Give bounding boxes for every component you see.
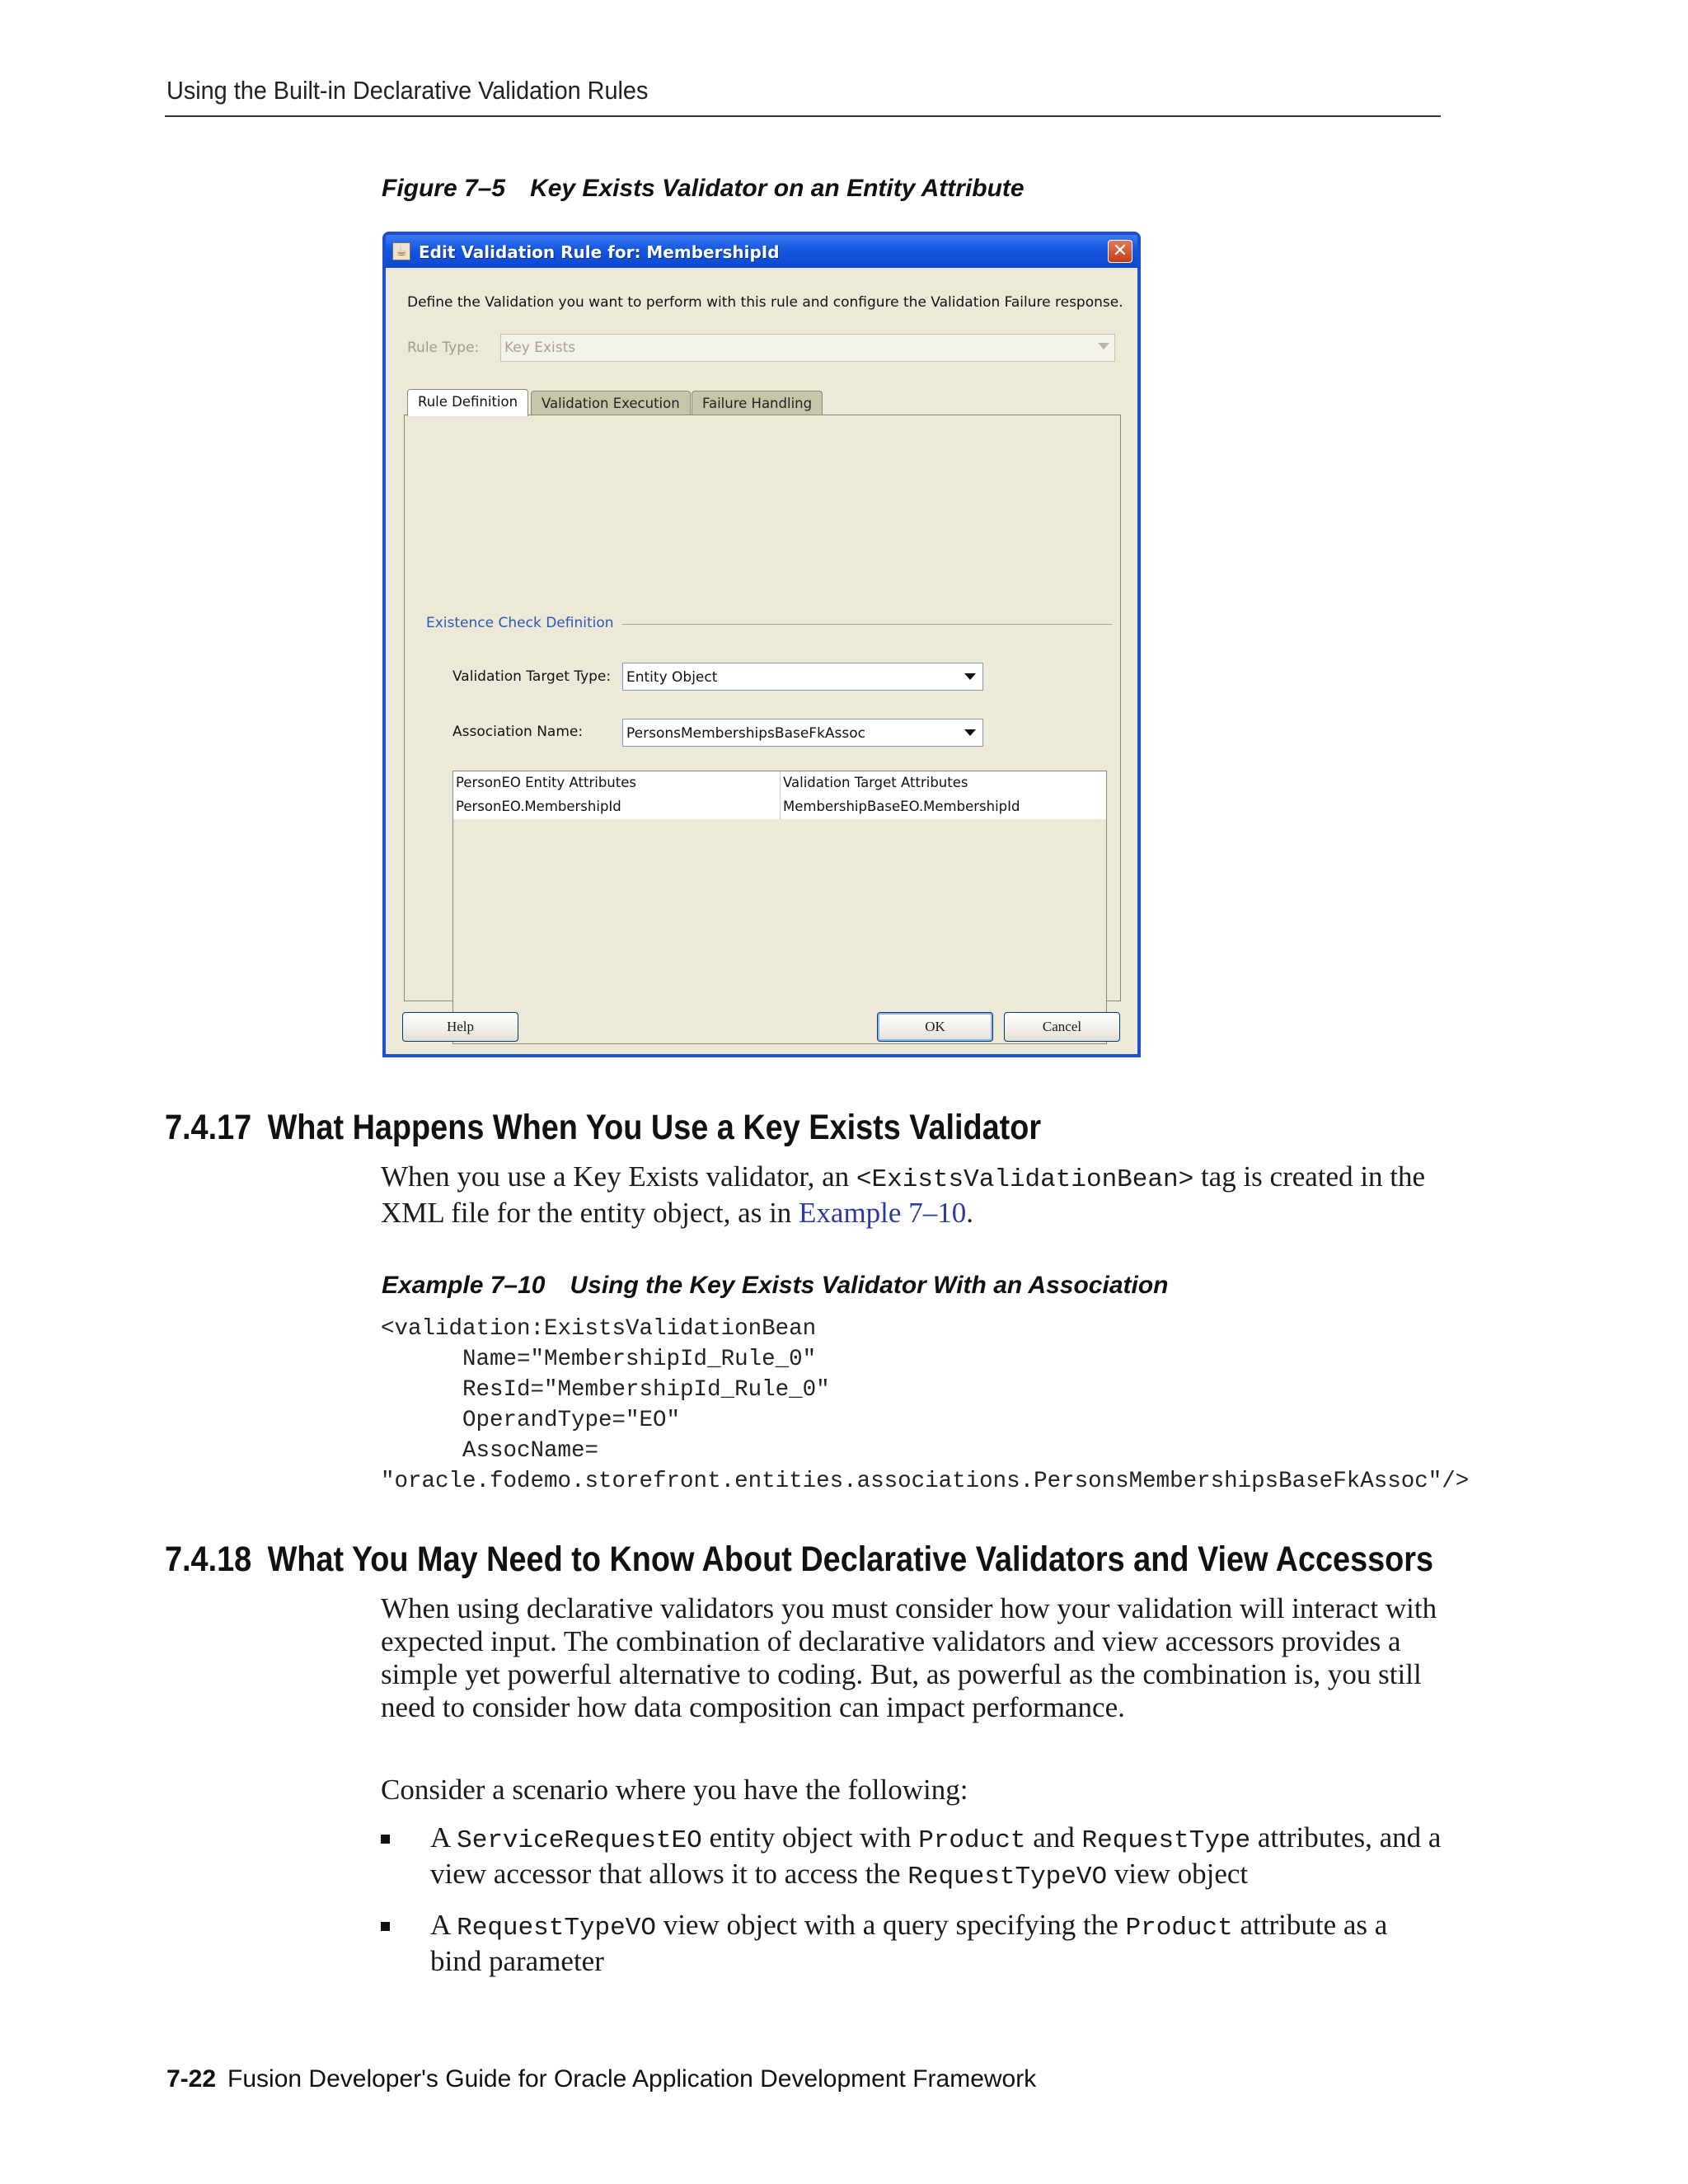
- text-run: attribute as a bind parameter: [430, 1909, 1388, 1977]
- ok-button[interactable]: [877, 1012, 993, 1042]
- book-title: Fusion Developer's Guide for Oracle Application Development Framework: [227, 2065, 1037, 2093]
- section-18-paragraph-1: When using declarative validators you must consider how your validation will interact with expected input. The combination of declarative validators and view accessors provides a simple yet powerful alternative to coding. But, as powerful as the combination is, you still need to consider how data composition can impact performance.: [381, 1592, 1437, 1723]
- rule-type-select: [500, 334, 1115, 362]
- dialog-titlebar[interactable]: [386, 235, 1137, 268]
- code-inline: RequestTypeVO: [907, 1863, 1108, 1891]
- code-inline: Product: [1125, 1914, 1233, 1943]
- figure-caption: [382, 175, 1025, 203]
- code-inline: ServiceRequestEO: [457, 1826, 702, 1855]
- scenario-list: [381, 1821, 1444, 1993]
- bullet-icon: [381, 1835, 390, 1844]
- section-17-paragraph: [381, 1160, 1444, 1230]
- chevron-down-icon: [964, 729, 976, 736]
- table-header: [453, 771, 1106, 796]
- text-run: tag is created in the XML file for the entity object, as in: [381, 1160, 1426, 1229]
- chevron-down-icon: [964, 673, 976, 680]
- example-title: Using the Key Exists Validator With an Association: [570, 1272, 1169, 1299]
- help-button-label: Help: [446, 1019, 475, 1034]
- text-run: view object: [1107, 1858, 1249, 1890]
- table-row[interactable]: [453, 795, 1106, 819]
- section-heading-7-4-18: [165, 1540, 1433, 1580]
- rule-type-value: Key Exists: [504, 340, 576, 356]
- code-inline: RequestTypeVO: [457, 1914, 656, 1943]
- code-inline: <ExistsValidationBean>: [856, 1165, 1194, 1194]
- validation-target-type-select[interactable]: [622, 663, 983, 691]
- text-run: A: [430, 1909, 457, 1941]
- example-number: Example 7–10: [382, 1272, 546, 1299]
- help-button[interactable]: [402, 1012, 518, 1042]
- section-heading-7-4-17: [165, 1108, 1041, 1148]
- existence-check-group-title: Existence Check Definition: [426, 615, 622, 631]
- bullet-icon: [381, 1922, 390, 1931]
- association-name-select[interactable]: [622, 719, 983, 747]
- code-inline: RequestType: [1081, 1826, 1251, 1855]
- section-number: 7.4.17: [165, 1108, 252, 1147]
- close-button[interactable]: [1108, 240, 1132, 263]
- figure-title: Key Exists Validator on an Entity Attribute: [530, 175, 1025, 202]
- example-caption: [382, 1272, 1168, 1300]
- chevron-down-icon: [1098, 343, 1109, 349]
- dialog-description: Define the Validation you want to perform with this rule and configure the Validation Failure response.: [407, 294, 1123, 311]
- attribute-mapping-table: [452, 771, 1107, 1044]
- figure-number: Figure 7–5: [382, 175, 506, 202]
- validation-target-type-label: Validation Target Type:: [452, 668, 612, 685]
- association-name-value: PersonsMembershipsBaseFkAssoc: [626, 725, 866, 742]
- cancel-button-label: Cancel: [1042, 1019, 1082, 1034]
- header-rule: [165, 115, 1441, 117]
- page-number: 7-22: [166, 2065, 217, 2093]
- section-title: What Happens When You Use a Key Exists Validator: [267, 1108, 1042, 1147]
- tab-failure-handling[interactable]: Failure Handling: [692, 391, 823, 415]
- column-header-target-attributes[interactable]: Validation Target Attributes: [783, 775, 968, 790]
- text-run: A: [430, 1821, 457, 1854]
- running-header: Using the Built-in Declarative Validation Rules: [166, 76, 649, 105]
- validation-target-type-value: Entity Object: [626, 669, 718, 686]
- column-header-entity-attributes[interactable]: PersonEO Entity Attributes: [453, 771, 781, 795]
- tab-validation-execution[interactable]: Validation Execution: [531, 391, 691, 415]
- code-example: <validation:ExistsValidationBean Name="MembershipId_Rule_0" ResId="MembershipId_Rule_0" OperandType="EO" AssocName= "oracle.fodemo.storefront.entities.associations.PersonsMembershipsBaseFkAssoc"/>: [381, 1316, 1470, 1494]
- text-run: When you use a Key Exists validator, an: [381, 1160, 856, 1193]
- example-link[interactable]: Example 7–10: [799, 1197, 967, 1229]
- list-item: [381, 1909, 1444, 1978]
- rule-type-label: Rule Type:: [407, 340, 480, 356]
- page-footer: [166, 2065, 1036, 2093]
- section-title: What You May Need to Know About Declarative Validators and View Accessors: [267, 1540, 1434, 1579]
- code-inline: Product: [918, 1826, 1026, 1855]
- text-run: .: [966, 1197, 973, 1229]
- table-cell[interactable]: PersonEO.MembershipId: [453, 795, 781, 819]
- text-run: view object with a query specifying the: [655, 1909, 1126, 1941]
- ok-button-label: OK: [925, 1019, 945, 1034]
- section-18-paragraph-2: Consider a scenario where you have the following:: [381, 1774, 968, 1806]
- edit-validation-rule-dialog: [382, 232, 1141, 1057]
- text-run: and: [1025, 1821, 1082, 1854]
- section-number: 7.4.18: [165, 1540, 252, 1579]
- java-app-icon: ☕: [392, 242, 410, 260]
- list-item: [381, 1821, 1444, 1894]
- table-cell[interactable]: MembershipBaseEO.MembershipId: [783, 799, 1020, 814]
- dialog-title: Edit Validation Rule for: MembershipId: [419, 242, 780, 262]
- tab-rule-definition[interactable]: Rule Definition: [407, 389, 528, 416]
- cancel-button[interactable]: [1004, 1012, 1120, 1042]
- text-run: attributes, and a view accessor that allows it to access the: [430, 1821, 1442, 1890]
- close-icon: ✕: [1112, 241, 1128, 261]
- association-name-label: Association Name:: [452, 724, 584, 740]
- rule-definition-panel: [404, 415, 1121, 1001]
- text-run: entity object with: [701, 1821, 919, 1854]
